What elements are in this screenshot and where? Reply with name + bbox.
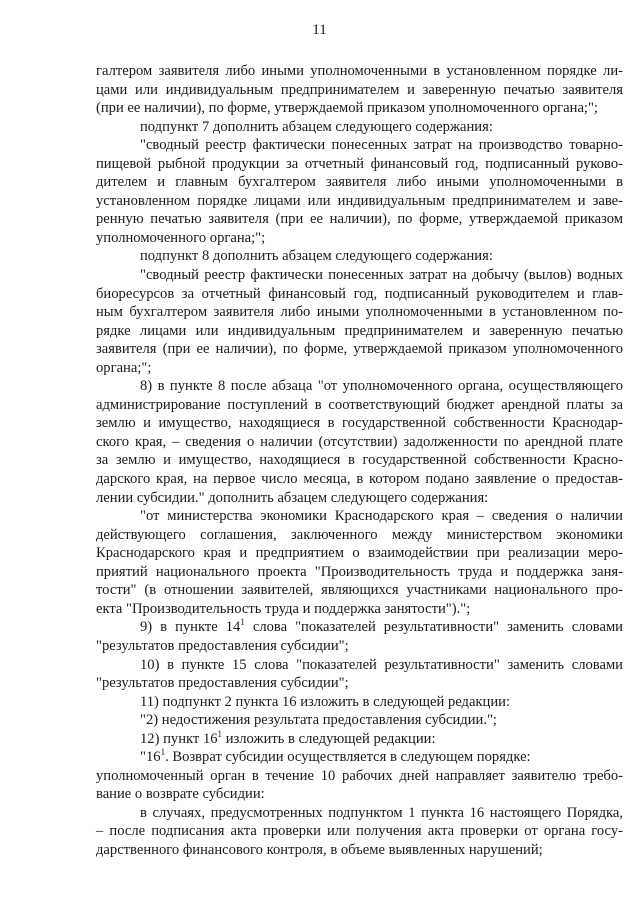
- superscript-index: 1: [240, 617, 245, 628]
- text-line: подпункт 7 дополнить абзацем следующего содержания:: [140, 118, 493, 135]
- text-line: 11) подпункт 2 пункта 16 изложить в следующей редакции:: [140, 693, 511, 710]
- text-line-start: "16: [140, 749, 161, 766]
- text-line: уполномоченного органа;";: [96, 229, 266, 246]
- text-line: пищевой рыбной продукции за отчетный финансовый год, подписанный руково-: [96, 155, 623, 172]
- text-line-start: 9) в пункте 14: [140, 619, 241, 636]
- text-line: "результатов предоставления субсидии";: [96, 637, 349, 654]
- text-line: дарского края, на первое число месяца, в котором подано заявление о предостав-: [96, 471, 623, 488]
- text-line: заявителя (при ее наличии), по форме, утверждаемой приказом уполномоченного: [96, 341, 623, 358]
- text-line: [96, 748, 623, 767]
- text-line: ренную печатью заявителя (при ее наличии), по форме, утверждаемой приказом: [96, 211, 623, 228]
- text-line-start: 12) пункт 16: [140, 730, 218, 747]
- text-line-end: слова "показателей результативности" заменить словами: [244, 619, 623, 636]
- text-line: приятий национального проекта "Производительность труда и поддержка заня-: [96, 563, 623, 580]
- page-number: 11: [312, 22, 327, 38]
- text-line: действующего соглашения, заключенного между министерством экономики: [96, 526, 623, 543]
- text-line: ным бухгалтером заявителя либо иными уполномоченными в установленном по-: [96, 304, 623, 321]
- text-line: рядке лицами или индивидуальным предпринимателем и заверенную печатью: [96, 322, 623, 339]
- text-line-end: . Возврат субсидии осуществляется в следующем порядке:: [165, 749, 531, 766]
- text-line: подпункт 8 дополнить абзацем следующего содержания:: [140, 248, 493, 265]
- superscript-index: 1: [160, 747, 166, 758]
- text-line: тости" (в отношении заявителей, являющихся участниками национального про-: [96, 582, 623, 599]
- text-line: в случаях, предусмотренных подпунктом 1 пункта 16 настоящего Порядка,: [140, 804, 623, 821]
- text-line: вание о возврате субсидии:: [96, 786, 265, 803]
- text-line: биоресурсов за отчетный финансовый год, подписанный руководителем и глав-: [96, 285, 623, 302]
- text-line: "результатов предоставления субсидии";: [96, 675, 349, 692]
- text-line: дителем и главным бухгалтером заявителя либо иными уполномоченными в: [96, 174, 623, 191]
- text-line: дарственного финансового контроля, в объеме выявленных нарушений;: [96, 841, 543, 858]
- text-line: "от министерства экономики Краснодарского края – сведения о наличии: [140, 508, 623, 525]
- text-line: 8) в пункте 8 после абзаца "от уполномоченного органа, осуществляющего: [140, 378, 623, 395]
- text-line: лении субсидии." дополнить абзацем следующего содержания:: [96, 489, 489, 506]
- superscript-index: 1: [217, 728, 223, 739]
- text-line: "сводный реестр фактически понесенных затрат на производство товарно-: [140, 137, 623, 154]
- text-line: цами или индивидуальным предпринимателем и заверенную печатью заявителя: [96, 81, 623, 98]
- text-line: уполномоченный орган в течение 10 рабочих дней направляет заявителю требо-: [96, 767, 623, 784]
- text-line: 10) в пункте 15 слова "показателей результативности" заменить словами: [140, 656, 623, 673]
- text-line: за землю и имущество, находящиеся в государственной собственности Красно-: [96, 452, 623, 469]
- text-line: [96, 730, 623, 749]
- text-line: "2) недостижения результата предоставления субсидии.";: [140, 712, 497, 729]
- text-line: органа;";: [96, 359, 152, 376]
- text-line-end: изложить в следующей редакции:: [222, 730, 436, 747]
- text-line: установленном порядке лицами или индивидуальным предпринимателем и заве-: [96, 192, 623, 209]
- text-line: Краснодарского края и предприятием о взаимодействии при реализации меро-: [96, 545, 623, 562]
- text-line: "сводный реестр фактически понесенных затрат на добычу (вылов) водных: [140, 267, 623, 284]
- text-line: галтером заявителя либо иными уполномоченными в установленном порядке ли-: [96, 63, 623, 79]
- document-body: [96, 62, 623, 860]
- text-line: – после подписания акта проверки или получения акта проверки от органа госу-: [96, 823, 623, 840]
- text-line: администрирование поступлений в соответствующий бюджет арендной платы за: [96, 396, 623, 413]
- text-line: землю и имущество, находящиеся в государственной собственности Краснодар-: [96, 415, 623, 432]
- text-line: екта "Производительность труда и поддержка занятости").";: [96, 600, 471, 617]
- text-line: (при ее наличии), по форме, утверждаемой приказом уполномоченного органа;";: [96, 100, 598, 117]
- text-line: [96, 618, 623, 637]
- text-line: ского края, – сведения о наличии (отсутствии) задолженности по арендной плате: [96, 433, 623, 450]
